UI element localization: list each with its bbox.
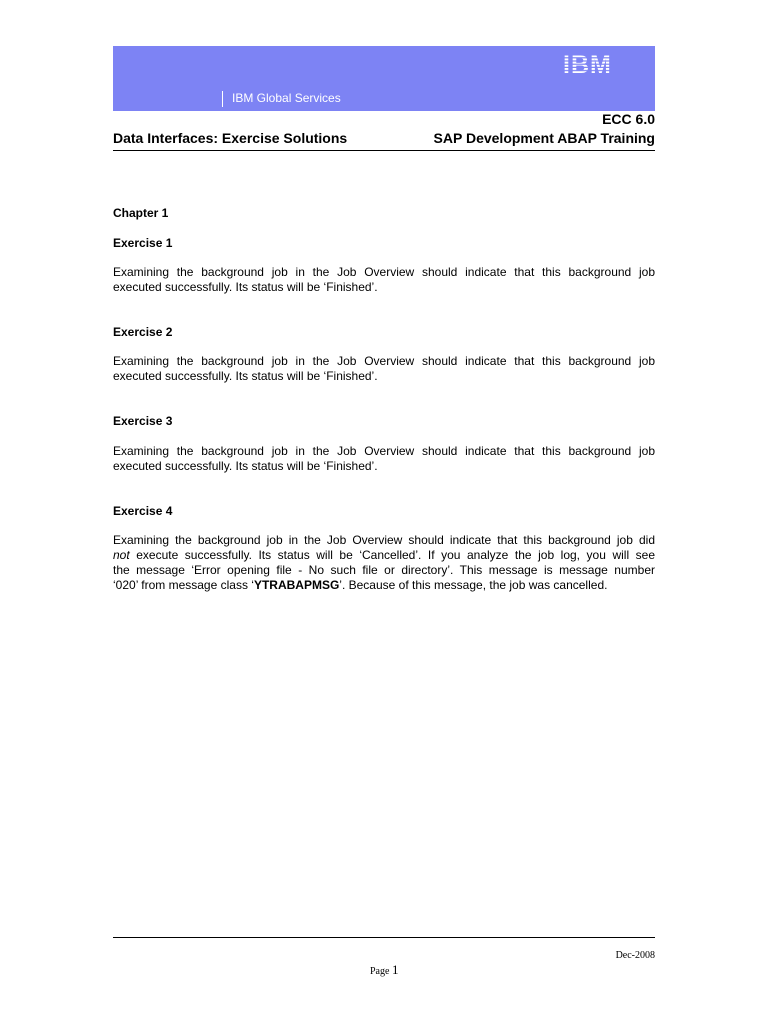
exercise-3-paragraph (113, 444, 655, 474)
header-rule (113, 150, 655, 151)
banner-divider (222, 91, 223, 107)
exercise-1-line-1: Examining the background job in the Job Overview should indicate that this background job (113, 265, 655, 279)
exercise-2-line-1: Examining the background job in the Job Overview should indicate that this background job (113, 354, 655, 368)
footer-rule (113, 937, 655, 938)
exercise-2-heading: Exercise 2 (113, 325, 173, 339)
version-label: ECC 6.0 (602, 111, 655, 127)
exercise-3-heading: Exercise 3 (113, 414, 173, 428)
page-indicator (370, 962, 398, 978)
message-class-name: YTRABAPMSG (253, 578, 340, 592)
exercise-3-line-1: Examining the background job in the Job Overview should indicate that this background job (113, 444, 655, 458)
exercise-4-line-4-pre: ‘020’ from message class ‘ (113, 578, 254, 592)
exercise-3-line-2: executed successfully. Its status will be ‘Finished’. (113, 459, 378, 473)
exercise-4-line-3: the message ‘Error opening file - No such file or directory’. This message is message number (113, 563, 655, 577)
page-label: Page (370, 966, 392, 977)
exercise-4-line-4 (113, 578, 655, 593)
exercise-2-paragraph (113, 354, 655, 384)
exercise-1-line-2: executed successfully. Its status will be ‘Finished’. (113, 280, 378, 294)
brand-text: IBM Global Services (232, 91, 341, 105)
course-title: SAP Development ABAP Training (433, 130, 655, 146)
emphasis-not: not (113, 548, 130, 562)
exercise-2-line-2: executed successfully. Its status will be ‘Finished’. (113, 369, 378, 383)
header-banner (113, 46, 655, 111)
exercise-1-paragraph (113, 265, 655, 295)
exercise-4-line-1: Examining the background job in the Job Overview should indicate that this background job did (113, 533, 655, 547)
exercise-4-line-2-text: execute successfully. Its status will be ‘Cancelled’. If you analyze the job log, you will see (129, 548, 655, 562)
exercise-4-paragraph (113, 533, 655, 593)
exercise-1-heading: Exercise 1 (113, 236, 173, 250)
document-title: Data Interfaces: Exercise Solutions (113, 130, 348, 146)
exercise-4-heading: Exercise 4 (113, 504, 173, 518)
chapter-heading: Chapter 1 (113, 206, 169, 220)
exercise-4-line-4-post: ’. Because of this message, the job was cancelled. (339, 578, 608, 592)
page-number: 1 (391, 962, 399, 977)
exercise-4-line-2 (113, 548, 655, 563)
footer-date: Dec-2008 (615, 950, 655, 961)
ibm-logo (563, 52, 627, 78)
logo-text: IBM (563, 52, 612, 78)
